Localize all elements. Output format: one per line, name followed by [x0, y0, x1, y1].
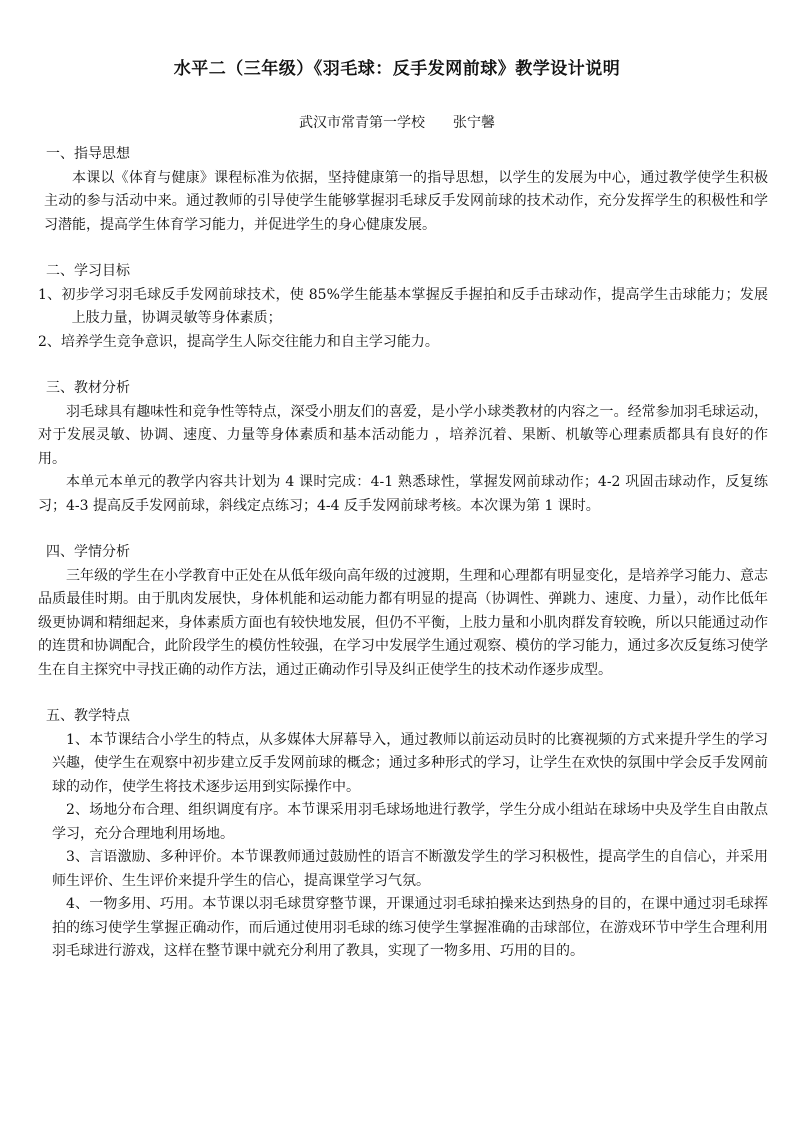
section-heading-guiding-ideology: 一、指导思想	[46, 146, 130, 162]
section-heading-student-analysis: 四、学情分析	[46, 544, 130, 560]
feature-item-2: 2、场地分布合理、组织调度有序。本节课采用羽毛球场地进行教学，学生分成小组站在球场中央及学生自由散点学习，充分合理地利用场地。	[52, 802, 768, 842]
paragraph-material-analysis-1: 羽毛球具有趣味性和竞争性等特点，深受小朋友们的喜爱，是小学小球类教材的内容之一。经常参加羽毛球运动，对于发展灵敏、协调、速度、力量等身体素质和基本活动能力 ，培养沉着、果断、机敏等心理素质都具有良好的作用。	[38, 403, 768, 467]
feature-item-3: 3、言语激励、多种评价。本节课教师通过鼓励性的语言不断激发学生的学习积极性，提高学生的自信心，并采用师生评价、生生评价来提升学生的信心，提高课堂学习气氛。	[52, 849, 768, 889]
document-title: 水平二（三年级）《羽毛球：反手发网前球》教学设计说明	[173, 59, 621, 79]
goal-item-1: 1、初步学习羽毛球反手发网前球技术，使 85%学生能基本掌握反手握拍和反手击球动作，提高学生击球能力；发展上肢力量，协调灵敏等身体素质；	[38, 286, 768, 326]
school-name: 武汉市常青第一学校	[299, 115, 425, 131]
paragraph-guiding-ideology: 本课以《体育与健康》课程标准为依据，坚持健康第一的指导思想，以学生的发展为中心，通过教学使学生积极主动的参与活动中来。通过教师的引导使学生能够掌握羽毛球反手发网前球的技术动作，充分发挥学生的积极性和学习潜能，提高学生体育学习能力，并促进学生的身心健康发展。	[44, 169, 768, 233]
goal-item-2: 2、培养学生竞争意识，提高学生人际交往能力和自主学习能力。	[38, 333, 439, 350]
paragraph-student-analysis: 三年级的学生在小学教育中正处在从低年级向高年级的过渡期，生理和心理都有明显变化，是培养学习能力、意志品质最佳时期。由于肌肉发展快，身体机能和运动能力都有明显的提高（协调性、弹跳力、速度、力量），动作比低年级更协调和精细起来，身体素质方面也有较快地发展，但仍不平衡，上肢力量和小肌肉群发育较晚，所以只能通过动作的连贯和协调配合，此阶段学生的模仿性较强，在学习中发展学生通过观察、模仿的学习能力，通过多次反复练习使学生在自主探究中寻找正确的动作方法，通过正确动作引导及纠正使学生的技术动作逐步成型。	[38, 567, 768, 678]
paragraph-material-analysis-2: 本单元本单元的教学内容共计划为 4 课时完成：4-1 熟悉球性，掌握发网前球动作；4-2 巩固击球动作，反复练习；4-3 提高反手发网前球，斜线定点练习；4-4 反手发网前球考核。本次课为第 1 课时。	[38, 474, 768, 514]
author-name: 张宁馨	[453, 115, 495, 131]
document-body	[38, 143, 768, 964]
section-heading-learning-goals: 二、学习目标	[46, 263, 130, 279]
author-line	[0, 112, 794, 136]
section-heading-teaching-features: 五、教学特点	[46, 708, 130, 724]
section-heading-material-analysis: 三、教材分析	[46, 380, 130, 396]
feature-item-1: 1、本节课结合小学生的特点，从多媒体大屏幕导入，通过教师以前运动员时的比赛视频的方式来提升学生的学习兴趣，使学生在观察中初步建立反手发网前球的概念；通过多种形式的学习，让学生在欢快的氛围中学会反手发网前球的动作，使学生将技术逐步运用到实际操作中。	[52, 731, 768, 795]
feature-item-4: 4、一物多用、巧用。本节课以羽毛球贯穿整节课，开课通过羽毛球拍操来达到热身的目的，在课中通过羽毛球挥拍的练习使学生掌握正确动作，而后通过使用羽毛球的练习使学生掌握准确的击球部位，在游戏环节中学生合理利用羽毛球进行游戏，这样在整节课中就充分利用了教具，实现了一物多用、巧用的目的。	[52, 896, 768, 959]
